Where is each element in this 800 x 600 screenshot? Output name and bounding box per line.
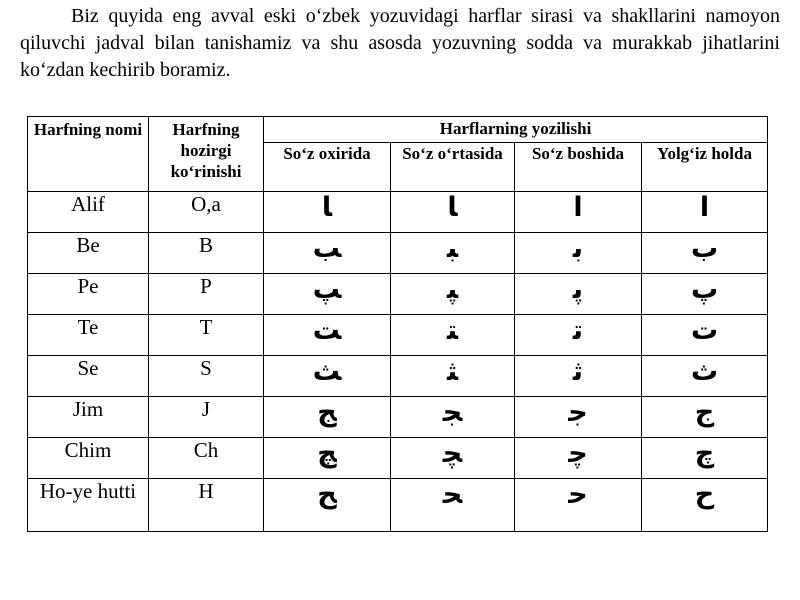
glyph-isolated: چ [642,438,768,479]
letter-current: T [149,315,264,356]
letter-current: P [149,274,264,315]
header-initial-form: So‘z boshida [515,143,642,192]
glyph-initial: ﺛ [515,356,642,397]
glyph-initial: ا [515,192,642,233]
table-row [28,438,768,479]
header-writing-forms: Harflarning yozilishi [264,117,768,143]
glyph-final: ﺎ [264,192,391,233]
glyph-isolated: ا [642,192,768,233]
glyph-medial: ﺤ [391,479,515,532]
glyph-isolated: ب [642,233,768,274]
glyph-final: ﭗ [264,274,391,315]
glyph-initial: ﭘ [515,274,642,315]
table-row [28,274,768,315]
glyph-medial: ﺠ [391,397,515,438]
glyph-initial: ﺑ [515,233,642,274]
glyph-medial: ﺘ [391,315,515,356]
letter-name: Chim [28,438,149,479]
glyph-medial: ﭙ [391,274,515,315]
table-row [28,479,768,532]
letter-current: J [149,397,264,438]
header-final-form: So‘z oxirida [264,143,391,192]
table-row [28,397,768,438]
intro-paragraph: Biz quyida eng avval eski o‘zbek yozuvidagi harflar sirasi va shakllarini namoyon qiluvchi jadval bilan tanishamiz va shu asosda yozuvning sodda va murakkab jihatlarini ko‘zdan kechirib boramiz. [20,5,780,81]
glyph-isolated: ت [642,315,768,356]
letter-name: Alif [28,192,149,233]
glyph-initial: ﭼ [515,438,642,479]
letter-name: Jim [28,397,149,438]
letter-name: Ho-ye hutti [28,479,149,532]
letter-name: Be [28,233,149,274]
table-row [28,192,768,233]
glyph-isolated: ث [642,356,768,397]
letter-current: B [149,233,264,274]
letter-name: Se [28,356,149,397]
glyph-isolated: ج [642,397,768,438]
letter-current: H [149,479,264,532]
glyph-isolated: پ [642,274,768,315]
glyph-initial: ﺟ [515,397,642,438]
letter-current: O,a [149,192,264,233]
glyph-final: ﺐ [264,233,391,274]
letters-table [27,116,768,532]
glyph-final: ﭻ [264,438,391,479]
header-medial-form: So‘z o‘rtasida [391,143,515,192]
letter-current: S [149,356,264,397]
header-letter-name: Harfning nomi [28,117,149,192]
table-row [28,233,768,274]
glyph-final: ﺚ [264,356,391,397]
glyph-initial: ﺣ [515,479,642,532]
glyph-medial: ﺒ [391,233,515,274]
glyph-final: ﺢ [264,479,391,532]
glyph-medial: ﺜ [391,356,515,397]
table-row [28,315,768,356]
letter-current: Ch [149,438,264,479]
glyph-final: ﺞ [264,397,391,438]
glyph-initial: ﺗ [515,315,642,356]
glyph-medial: ﺎ [391,192,515,233]
glyph-isolated: ح [642,479,768,532]
table-row [28,356,768,397]
glyph-medial: ﭽ [391,438,515,479]
header-current-form: Harfning hozirgi ko‘rinishi [149,117,264,192]
glyph-final: ﺖ [264,315,391,356]
letter-name: Pe [28,274,149,315]
letter-name: Te [28,315,149,356]
header-isolated-form: Yolg‘iz holda [642,143,768,192]
